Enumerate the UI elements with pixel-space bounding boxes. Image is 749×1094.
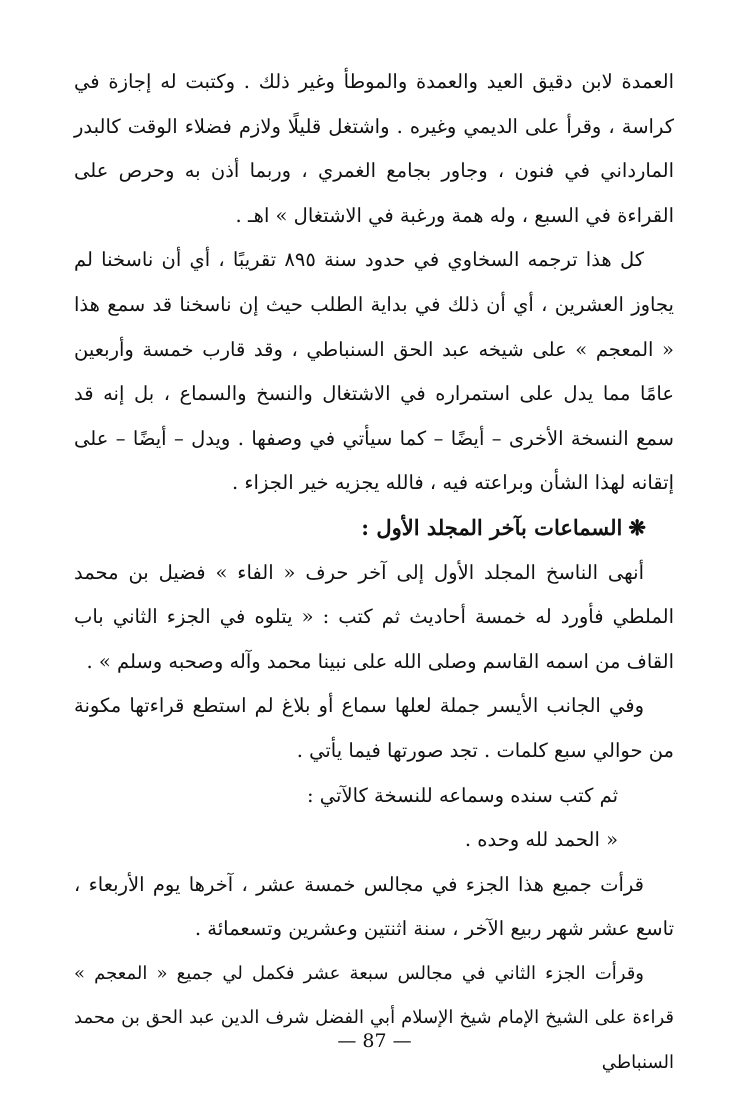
paragraph-4: وفي الجانب الأيسر جملة لعلها سماع أو بلاغ لم استطع قراءتها مكونة من حوالي سبع كلمات . تجد صورتها فيما يأتي . [74, 694, 674, 762]
section-heading [74, 506, 674, 551]
paragraph-5: ثم كتب سنده وسماعه للنسخة كالآتي : [307, 783, 618, 807]
paragraph-6: « الحمد لله وحده . [464, 828, 618, 852]
paragraph-3: أنهى الناسخ المجلد الأول إلى آخر حرف « الفاء » فضيل بن محمد الملطي فأورد له خمسة أحاديث ثم كتب : « يتلوه في الجزء الثاني باب القاف من اسمه القاسم وصلى الله على نبينا محمد وآله وصحبه وسلم » . [74, 560, 674, 673]
section-heading-text: السماعات بآخر المجلد الأول : [361, 514, 623, 540]
flower-ornament-icon: ❋ [628, 514, 646, 540]
paragraph-1: العمدة لابن دقيق العيد والعمدة والموطأ وغير ذلك . وكتبت له إجازة في كراسة ، وقرأ على الديمي وغيره . واشتغل قليلًا ولازم فضلاء الوقت كالبدر المارداني في فنون ، وجاور بجامع الغمري ، وربما أذن به وحرص على القراءة في السبع ، وله همة ورغبة في الاشتغال » اهـ . [74, 70, 674, 227]
page-number: — 87 — [337, 1030, 412, 1052]
paragraph-2: كل هذا ترجمه السخاوي في حدود سنة ٨٩٥ تقريبًا ، أي أن ناسخنا لم يجاوز العشرين ، أي أن ذلك في بداية الطلب حيث إن ناسخنا قد سمع هذا « المعجم » على شيخه عبد الحق السنباطي ، وقد قارب خمسة وأربعين عامًا مما يدل على استمراره في الاشتغال والنسخ والسماع ، بل إنه قد سمع النسخة الأخرى – أيضًا – كما سيأتي في وصفها . ويدل – أيضًا – على إتقانه لهذا الشأن وبراعته فيه ، فالله يجزيه خير الجزاء . [74, 248, 674, 495]
paragraph-7: قرأت جميع هذا الجزء في مجالس خمسة عشر ، آخرها يوم الأربعاء ، تاسع عشر شهر ربيع الآخر ، سنة اثنتين وعشرين وتسعمائة . [74, 872, 674, 941]
body-text [74, 60, 674, 1086]
paragraph-8: وقرأت الجزء الثاني في مجالس سبعة عشر فكمل لي جميع « المعجم » قراءة على الشيخ الإمام شيخ الإسلام أبي الفضل شرف الدين عبد الحق بن محمد السنباطي [74, 962, 674, 1074]
